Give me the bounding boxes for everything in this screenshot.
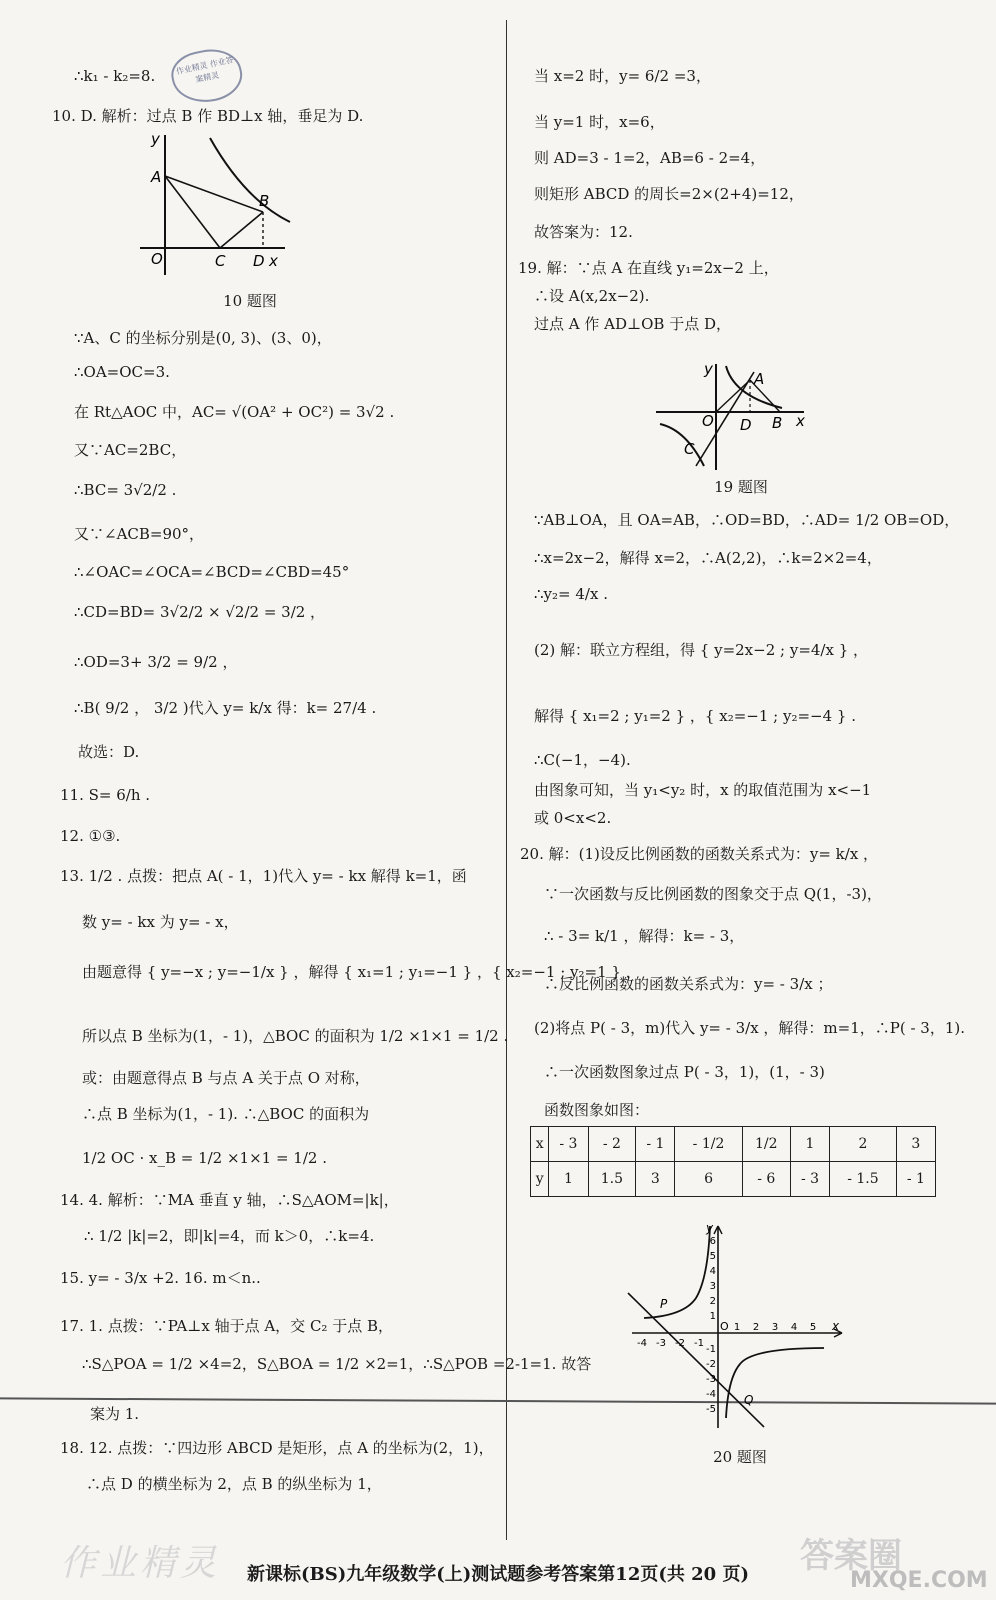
text-line: 由图象可知，当 y₁<y₂ 时，x 的取值范围为 x<−1: [534, 781, 872, 799]
text-line: ∵A、C 的坐标分别是(0, 3)、(3、0)，: [74, 329, 332, 347]
text-line: 20. 解：(1)设反比例函数的函数关系式为：y= k/x ，: [520, 845, 879, 863]
y-tick: -2: [706, 1359, 716, 1370]
table-cell: - 2: [588, 1127, 636, 1162]
stamp-text: 作业精灵 作业答案精灵: [175, 55, 235, 85]
fig10-label-b: B: [259, 192, 270, 210]
text-line: 故答案为：12.: [534, 223, 633, 241]
text-line: ∴C(−1，−4).: [534, 751, 631, 769]
text-line: 所以点 B 坐标为(1，- 1)，△BOC 的面积为 1/2 ×1×1 = 1/2 .: [82, 1027, 509, 1045]
fig20-label-y: y: [706, 1221, 714, 1235]
text-line: 又∵AC=2BC，: [74, 441, 187, 459]
text-line: ∴ - 3= k/1 ，解得：k= - 3，: [544, 927, 745, 945]
text-line: 15. y= - 3/x +2. 16. m＜n..: [60, 1269, 261, 1287]
text-line: ∴BC= 3√2/2 .: [74, 481, 177, 499]
text-line: ∴OD=3+ 3/2 = 9/2 ，: [74, 653, 238, 671]
seal-stamp: [167, 43, 246, 108]
table-cell: x: [531, 1127, 549, 1162]
figure-20-caption: 20 题图: [713, 1448, 767, 1466]
text-line: ∴反比例函数的函数关系式为：y= - 3/x ；: [544, 975, 833, 993]
table-cell: 1: [549, 1162, 588, 1197]
fig10-label-c: C: [215, 252, 226, 270]
text-line: ∴S△POA = 1/2 ×4=2，S△BOA = 1/2 ×2=1，∴S△POB =2-1=1. 故答: [82, 1355, 592, 1373]
text-line: 12. ①③.: [60, 827, 121, 845]
text-line: 函数图象如图：: [544, 1101, 650, 1119]
fig20-label-q: Q: [744, 1393, 754, 1407]
table-cell: - 1.5: [830, 1162, 897, 1197]
figure-10-caption: 10 题图: [223, 292, 277, 310]
x-tick: 2: [752, 1322, 760, 1333]
table-cell: - 3: [549, 1127, 588, 1162]
fig19-label-b: B: [772, 414, 783, 432]
y-tick: -4: [706, 1389, 716, 1400]
table-cell: 3: [636, 1162, 675, 1197]
text-line: 14. 4. 解析：∵MA 垂直 y 轴，∴S△AOM=|k|，: [60, 1191, 399, 1209]
x-tick: 1: [733, 1322, 741, 1333]
text-line: ∵一次函数与反比例函数的图象交于点 Q(1，-3)，: [544, 885, 882, 903]
text-line: 13. 1/2 . 点拨：把点 A( - 1，1)代入 y= - kx 解得 k=1，函: [60, 867, 467, 885]
text-line: 10. D. 解析：过点 B 作 BD⊥x 轴，垂足为 D.: [52, 107, 364, 125]
fig19-label-x: x: [796, 412, 805, 430]
x-tick: -1: [694, 1338, 704, 1349]
watermark-left: 作业精灵: [60, 1543, 221, 1584]
table-cell: - 3: [790, 1162, 829, 1197]
y-tick: 6: [709, 1236, 716, 1247]
y-tick: 5: [709, 1251, 716, 1262]
x-tick: 4: [790, 1322, 798, 1333]
table-cell: 3: [896, 1127, 935, 1162]
fig19-label-a: A: [754, 370, 765, 388]
fig19-label-o: O: [702, 412, 714, 430]
fold-line: [0, 1397, 996, 1404]
x-tick: 3: [771, 1322, 779, 1333]
y-tick: 2: [709, 1296, 716, 1307]
fig10-label-x: x: [269, 252, 278, 270]
text-line: ∴点 D 的横坐标为 2，点 B 的纵坐标为 1，: [86, 1475, 382, 1493]
text-line: 由题意得 { y=−x ; y=−1/x } ，解得 { x₁=1 ; y₁=−1 } ，{ x₂=−1 ; y₂=1 } ，: [82, 963, 641, 981]
table-cell: - 6: [742, 1162, 790, 1197]
y-tick: 1: [709, 1311, 716, 1322]
page-footer: 新课标(BS)九年级数学(上)测试题参考答案第12页(共 20 页): [247, 1564, 749, 1585]
text-line: 则矩形 ABCD 的周长=2×(2+4)=12，: [534, 185, 804, 203]
table-row-x: [531, 1127, 936, 1162]
text-line: 17. 1. 点拨：∵PA⊥x 轴于点 A，交 C₂ 于点 B，: [60, 1317, 394, 1335]
text-line: ∴B( 9/2 ， 3/2 )代入 y= k/x 得：k= 27/4 .: [74, 699, 377, 717]
text-line: (2) 解：联立方程组，得 { y=2x−2 ; y=4/x } ，: [534, 641, 869, 659]
text-line: 过点 A 作 AD⊥OB 于点 D，: [534, 315, 731, 333]
text-line: (2)将点 P( - 3，m)代入 y= - 3/x ，解得：m=1，∴P( - 3，1).: [534, 1019, 966, 1037]
text-line: 或 0<x<2.: [534, 809, 612, 827]
value-table: [530, 1126, 936, 1197]
text-line: 当 y=1 时，x=6，: [534, 113, 665, 131]
text-line: ∵AB⊥OA，且 OA=AB，∴OD=BD，∴AD= 1/2 OB=OD，: [534, 511, 960, 529]
text-line: ∴k₁ - k₂=8.: [74, 67, 156, 85]
fig10-label-d: D: [253, 252, 265, 270]
table-cell: - 1: [896, 1162, 935, 1197]
text-line: ∴设 A(x,2x−2).: [534, 287, 650, 305]
text-line: ∴∠OAC=∠OCA=∠BCD=∠CBD=45°: [74, 563, 350, 581]
text-line: ∴一次函数图象过点 P( - 3，1)，(1，- 3): [544, 1063, 825, 1081]
fig10-label-y: y: [151, 130, 160, 148]
text-line: 又∵∠ACB=90°，: [74, 525, 205, 543]
fig10-label-a: A: [151, 168, 162, 186]
x-tick: 5: [809, 1322, 817, 1333]
table-cell: - 1: [636, 1127, 675, 1162]
text-line: ∴y₂= 4/x .: [534, 585, 608, 603]
text-line: ∴x=2x−2，解得 x=2，∴A(2,2)，∴k=2×2=4，: [534, 549, 882, 567]
text-line: 案为 1.: [90, 1405, 140, 1423]
table-row-y: [531, 1162, 936, 1197]
text-line: 解得 { x₁=2 ; y₁=2 } ，{ x₂=−1 ; y₂=−4 } .: [534, 707, 857, 725]
figure-10: [135, 130, 365, 280]
fig20-label-x: x: [832, 1319, 840, 1333]
table-cell: 1.5: [588, 1162, 636, 1197]
table-cell: 6: [675, 1162, 742, 1197]
text-line: ∴OA=OC=3.: [74, 363, 170, 381]
column-divider: [506, 20, 507, 1540]
watermark-url: MXQE.COM: [850, 1568, 988, 1593]
fig20-label-p: P: [660, 1297, 668, 1311]
text-line: 或：由题意得点 B 与点 A 关于点 O 对称，: [82, 1069, 370, 1087]
table-cell: 2: [830, 1127, 897, 1162]
table-cell: 1: [790, 1127, 829, 1162]
fig19-label-y: y: [704, 360, 713, 378]
text-line: 故选：D.: [78, 743, 140, 761]
watermark-right: 答案圈: [800, 1536, 902, 1576]
table-cell: y: [531, 1162, 549, 1197]
text-line: ∴点 B 坐标为(1，- 1). ∴△BOC 的面积为: [82, 1105, 370, 1123]
figure-19: [654, 360, 814, 472]
figure-20: [624, 1218, 844, 1438]
text-line: ∴CD=BD= 3√2/2 × √2/2 = 3/2 ，: [74, 603, 326, 621]
y-tick: 4: [709, 1266, 716, 1277]
x-tick: -4: [637, 1338, 647, 1349]
y-tick: -3: [706, 1374, 716, 1385]
text-line: 在 Rt△AOC 中，AC= √(OA² + OC²) = 3√2 .: [74, 403, 395, 421]
fig10-label-o: O: [151, 250, 163, 268]
x-tick: -3: [656, 1338, 666, 1349]
text-line: 11. S= 6/h .: [60, 786, 151, 804]
text-line: 则 AD=3 - 1=2，AB=6 - 2=4，: [534, 149, 766, 167]
fig19-label-d: D: [740, 416, 752, 434]
text-line: 19. 解：∵点 A 在直线 y₁=2x−2 上，: [518, 259, 779, 277]
fig20-label-o: O: [720, 1320, 729, 1333]
fig19-label-c: C: [684, 440, 695, 458]
y-tick: -1: [706, 1344, 716, 1355]
table-cell: - 1/2: [675, 1127, 742, 1162]
text-line: 数 y= - kx 为 y= - x，: [82, 913, 239, 931]
text-line: 18. 12. 点拨：∵四边形 ABCD 是矩形，点 A 的坐标为(2，1)，: [60, 1439, 494, 1457]
x-tick: -2: [675, 1338, 685, 1349]
table-cell: 1/2: [742, 1127, 790, 1162]
y-tick: -5: [706, 1404, 716, 1415]
text-line: 当 x=2 时，y= 6/2 =3，: [534, 67, 711, 85]
figure-19-caption: 19 题图: [714, 478, 768, 496]
text-line: 1/2 OC · x_B = 1/2 ×1×1 = 1/2 .: [82, 1149, 327, 1167]
y-tick: 3: [709, 1281, 716, 1292]
text-line: ∴ 1/2 |k|=2，即|k|=4，而 k＞0，∴k=4.: [84, 1227, 375, 1245]
